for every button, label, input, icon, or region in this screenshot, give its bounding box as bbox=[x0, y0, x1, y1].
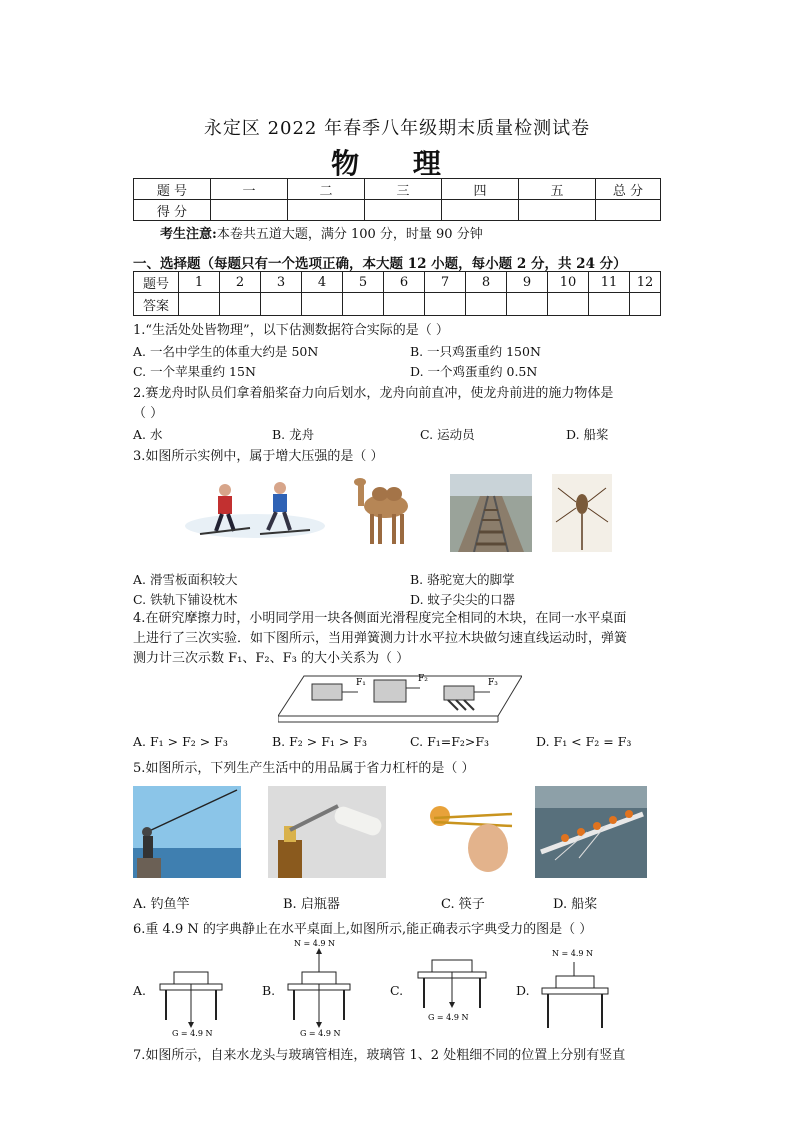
exam-notice bbox=[160, 223, 483, 242]
score-header-cell: 三 bbox=[365, 179, 442, 200]
fishing-rod-picture bbox=[133, 786, 241, 878]
force-diagram-d bbox=[536, 944, 626, 1034]
mosquito-picture bbox=[552, 474, 612, 552]
q2-option-b: B. 龙舟 bbox=[272, 427, 315, 442]
force-diagram-b bbox=[278, 938, 368, 1038]
q6d-n-label: N = 4.9 N bbox=[552, 949, 594, 958]
score-cell[interactable] bbox=[211, 200, 288, 221]
q1-option-b: B. 一只鸡蛋重约 150N bbox=[410, 344, 541, 359]
q4-option-c: C. F₁=F₂>F₃ bbox=[410, 734, 490, 749]
notice-text: 本卷共五道大题，满分 100 分，时量 90 分钟 bbox=[216, 227, 483, 242]
q6a-g-label: G = 4.9 N bbox=[172, 1029, 213, 1036]
answer-cell[interactable] bbox=[630, 293, 661, 316]
q5-option-a: A. 钓鱼竿 bbox=[133, 897, 190, 912]
q5-option-b: B. 启瓶器 bbox=[283, 897, 340, 912]
answer-number: 11 bbox=[589, 272, 630, 293]
answer-number: 4 bbox=[302, 272, 343, 293]
answer-cell[interactable] bbox=[507, 293, 548, 316]
q4-option-b: B. F₂ > F₁ > F₃ bbox=[272, 734, 368, 749]
subject-title: 物 理 bbox=[331, 147, 463, 180]
section1-heading: 一、选择题（每题只有一个选项正确，本大题 12 小题，每小题 2 分，共 24 分） bbox=[133, 256, 627, 272]
camel-picture bbox=[350, 472, 420, 550]
q4-line1: 4.在研究摩擦力时，小明同学用一块各侧面光滑程度完全相同的木块，在同一水平桌面 bbox=[133, 611, 627, 626]
q1-option-a: A. 一名中学生的体重大约是 50N bbox=[133, 344, 319, 359]
answer-number: 5 bbox=[343, 272, 384, 293]
answer-number: 3 bbox=[261, 272, 302, 293]
q4-line3: 测力计三次示数 F₁、F₂、F₃ 的大小关系为（ ） bbox=[133, 651, 410, 666]
force-diagram-c bbox=[412, 956, 498, 1024]
answer-cell[interactable] bbox=[589, 293, 630, 316]
f1-label: F₁ bbox=[356, 678, 366, 688]
q6-label-a: A. bbox=[133, 983, 147, 998]
q1-stem: 1.“生活处处皆物理”，以下估测数据符合实际的是（ ） bbox=[133, 323, 449, 338]
answer-table bbox=[133, 271, 661, 316]
q2-option-d: D. 船桨 bbox=[566, 427, 609, 442]
answer-row-label: 答案 bbox=[134, 293, 179, 316]
rowing-picture bbox=[535, 786, 647, 878]
q1-option-d: D. 一个鸡蛋重约 0.5N bbox=[410, 364, 538, 379]
f3-label: F₃ bbox=[488, 678, 498, 688]
q6b-n-label: N = 4.9 N bbox=[294, 939, 336, 948]
exam-title: 永定区 2022 年春季八年级期末质量检测试卷 bbox=[203, 118, 591, 139]
q6b-g-label: G = 4.9 N bbox=[300, 1029, 341, 1038]
answer-cell[interactable] bbox=[302, 293, 343, 316]
q3-option-b: B. 骆驼宽大的脚掌 bbox=[410, 572, 515, 587]
q2-stem: 2.赛龙舟时队员们拿着船桨奋力向后划水，龙舟向前直冲，使龙舟前进的施力物体是 bbox=[133, 386, 614, 401]
answer-cell[interactable] bbox=[343, 293, 384, 316]
score-header-cell: 一 bbox=[211, 179, 288, 200]
answer-number: 12 bbox=[630, 272, 661, 293]
q6-label-b: B. bbox=[262, 983, 276, 998]
score-cell[interactable] bbox=[365, 200, 442, 221]
q4-option-d: D. F₁ < F₂ = F₃ bbox=[536, 734, 632, 749]
answer-number: 2 bbox=[220, 272, 261, 293]
q6c-g-label: G = 4.9 N bbox=[428, 1013, 469, 1022]
bottle-opener-picture bbox=[268, 786, 386, 878]
answer-cell[interactable] bbox=[425, 293, 466, 316]
answer-cell[interactable] bbox=[179, 293, 220, 316]
q5-stem: 5.如图所示，下列生产生活中的用品属于省力杠杆的是（ ） bbox=[133, 761, 475, 776]
answer-cell[interactable] bbox=[548, 293, 589, 316]
score-cell[interactable] bbox=[288, 200, 365, 221]
answer-cell[interactable] bbox=[261, 293, 302, 316]
score-header-cell: 四 bbox=[442, 179, 519, 200]
score-row-label: 得 分 bbox=[134, 200, 211, 221]
q7-stem: 7.如图所示，自来水龙头与玻璃管相连，玻璃管 1、2 处粗细不同的位置上分别有竖直 bbox=[133, 1048, 626, 1063]
q5-option-c: C. 筷子 bbox=[441, 897, 485, 912]
q2-stem-paren: （ ） bbox=[133, 406, 164, 421]
answer-number: 6 bbox=[384, 272, 425, 293]
q2-option-c: C. 运动员 bbox=[420, 427, 475, 442]
answer-number: 9 bbox=[507, 272, 548, 293]
q3-option-c: C. 铁轨下铺设枕木 bbox=[133, 592, 238, 607]
q1-option-c: C. 一个苹果重约 15N bbox=[133, 364, 256, 379]
q4-option-a: A. F₁ > F₂ > F₃ bbox=[133, 734, 228, 749]
score-cell[interactable] bbox=[596, 200, 661, 221]
answer-number: 1 bbox=[179, 272, 220, 293]
q3-option-d: D. 蚊子尖尖的口器 bbox=[410, 592, 516, 607]
answer-cell[interactable] bbox=[466, 293, 507, 316]
chopsticks-picture bbox=[414, 786, 520, 878]
answer-row-label: 题号 bbox=[134, 272, 179, 293]
answer-number: 7 bbox=[425, 272, 466, 293]
q3-option-a: A. 滑雪板面积较大 bbox=[133, 572, 238, 587]
q6-stem: 6.重 4.9 N 的字典静止在水平桌面上,如图所示,能正确表示字典受力的图是（ ） bbox=[133, 922, 593, 937]
q4-line2: 上进行了三次实验．如下图所示，当用弹簧测力计水平拉木块做匀速直线运动时，弹簧 bbox=[133, 631, 628, 646]
f2-label: F₂ bbox=[418, 674, 428, 684]
score-header-cell: 五 bbox=[519, 179, 596, 200]
q3-stem: 3.如图所示实例中，属于增大压强的是（ ） bbox=[133, 449, 384, 464]
answer-cell[interactable] bbox=[384, 293, 425, 316]
q2-option-a: A. 水 bbox=[133, 427, 163, 442]
q5-option-d: D. 船桨 bbox=[553, 897, 598, 912]
q6-label-d: D. bbox=[516, 983, 530, 998]
friction-figure bbox=[278, 670, 522, 726]
railway-picture bbox=[450, 474, 532, 552]
score-cell[interactable] bbox=[519, 200, 596, 221]
score-header-cell: 二 bbox=[288, 179, 365, 200]
skiers-picture bbox=[180, 476, 330, 546]
notice-label: 考生注意: bbox=[160, 227, 217, 242]
answer-number: 10 bbox=[548, 272, 589, 293]
score-table bbox=[133, 178, 661, 221]
score-cell[interactable] bbox=[442, 200, 519, 221]
answer-number: 8 bbox=[466, 272, 507, 293]
force-diagram-a bbox=[150, 944, 240, 1036]
q6-label-c: C. bbox=[390, 983, 404, 998]
score-header-cell: 总 分 bbox=[596, 179, 661, 200]
score-header-cell: 题 号 bbox=[134, 179, 211, 200]
answer-cell[interactable] bbox=[220, 293, 261, 316]
